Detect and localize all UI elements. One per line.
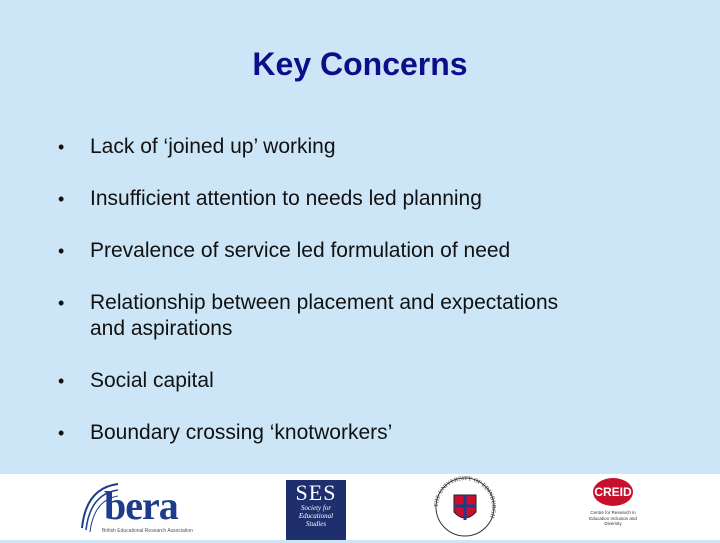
bullet-text: Relationship between placement and expectations bbox=[90, 291, 559, 314]
bullet-item bbox=[58, 290, 678, 342]
bera-logo bbox=[80, 478, 202, 538]
bullet-item bbox=[58, 134, 678, 160]
bullet-text: Boundary crossing ‘knotworkers’ bbox=[90, 421, 393, 444]
bullet-item bbox=[58, 420, 678, 446]
bullet-text: Prevalence of service led formulation of need bbox=[90, 239, 511, 262]
bullet-text-continued: and aspirations bbox=[90, 317, 233, 340]
bullet-text: Social capital bbox=[90, 369, 214, 392]
creid-logo bbox=[582, 476, 644, 540]
bullet-dot: • bbox=[58, 293, 65, 313]
bullet-text: Lack of ‘joined up’ working bbox=[90, 135, 336, 158]
bullet-dot: • bbox=[58, 189, 65, 209]
ses-logo-box bbox=[286, 480, 346, 540]
bullet-item bbox=[58, 186, 678, 212]
bullet-list bbox=[58, 134, 678, 472]
university-crest-icon bbox=[430, 476, 500, 538]
bullet-item bbox=[58, 368, 678, 394]
bullet-dot: • bbox=[58, 137, 65, 157]
university-of-edinburgh-logo bbox=[430, 476, 500, 538]
bullet-dot: • bbox=[58, 423, 65, 443]
bullet-dot: • bbox=[58, 371, 65, 391]
ses-logo bbox=[286, 480, 346, 540]
bera-logo-text: bera bbox=[104, 483, 178, 528]
ses-logo-subtitle: Society for Educational Studies bbox=[298, 504, 334, 528]
ses-logo-text: SES bbox=[295, 480, 337, 505]
creid-logo-subtitle: Centre for Research in Education Inclusion and Diversity bbox=[589, 510, 637, 526]
bullet-dot: • bbox=[58, 241, 65, 261]
svg-text:THE UNIVERSITY OF EDINBURGH: THE UNIVERSITY OF EDINBURGH bbox=[433, 476, 497, 519]
creid-logo-badge: CREID bbox=[593, 478, 633, 506]
bullet-text: Insufficient attention to needs led planning bbox=[90, 187, 482, 210]
bullet-item bbox=[58, 238, 678, 264]
slide-title: Key Concerns bbox=[252, 46, 468, 82]
bera-logo-subtitle: British Educational Research Association bbox=[102, 528, 193, 534]
